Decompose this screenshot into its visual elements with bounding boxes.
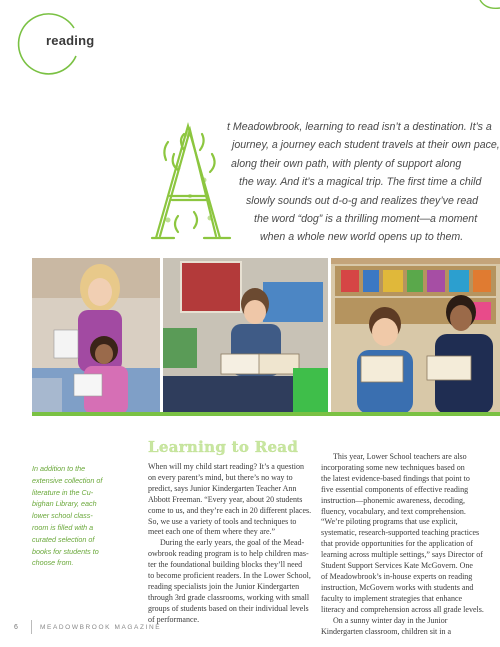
page-number: 6 <box>14 624 18 631</box>
body-line: the latest evidence-based findings that point to <box>321 473 470 483</box>
body-line: on every parent’s mind, but there’s no way to <box>148 472 293 482</box>
body-line: five essential components of effective reading <box>321 484 469 494</box>
sidebar-caption <box>32 463 124 569</box>
body-line: systematic, research-supported teaching practices <box>321 528 480 538</box>
sidebar-line: lower school class- <box>32 511 93 521</box>
photo-boy-reading <box>163 258 328 414</box>
sidebar-line: In addition to the <box>32 464 86 473</box>
magazine-title: MEADOWBROOK MAGAZINE <box>40 624 162 631</box>
body-line: So, we use a variety of tools and techniques to <box>148 516 297 526</box>
intro-line: slowly sounds out d-o-g and realizes they’ve read <box>246 194 479 207</box>
body-line: Student Support Services Kate McGovern. One <box>321 561 473 571</box>
body-line: When will my child start reading? It’s a question <box>148 462 304 471</box>
body-column-left <box>148 462 312 626</box>
body-line: faculty to implement strategies that enhance <box>321 593 463 603</box>
sidebar-line: literature in the Cu- <box>32 487 94 497</box>
sidebar-line: choose from. <box>32 558 74 568</box>
sidebar-line: books for students to <box>32 546 99 556</box>
body-line: incorporating some new techniques based on <box>321 462 465 472</box>
intro-line: t Meadowbrook, learning to read isn’t a destination. It’s a <box>227 121 492 133</box>
intro-line: when a whole new world opens up to them. <box>260 231 464 244</box>
body-line: predict, says Junior Kindergarten Teacher Ann <box>148 483 297 493</box>
body-line: On a sunny winter day in the Junior <box>333 615 448 625</box>
section-label: reading <box>46 33 95 48</box>
body-line: come to us, and they’re each in 20 different places. <box>148 505 312 515</box>
body-line: instruction—phonemic awareness, decoding, <box>321 495 465 505</box>
intro-line: along their own path, with plenty of support along <box>231 157 462 170</box>
body-line: fluency, vocabulary, and text comprehension. <box>321 506 466 516</box>
body-line: This year, Lower School teachers are also <box>333 452 467 461</box>
body-line: Kindergarten classroom, children sit in a <box>321 626 452 636</box>
body-line: that provide opportunities for the application of <box>321 539 473 549</box>
photo-strip <box>32 258 500 414</box>
body-line: learning across multiple settings,” says Director of <box>321 550 483 560</box>
body-line: ter the foundational building blocks they’ll need <box>148 560 303 570</box>
body-line: literacy and comprehension across all grade levels. <box>321 604 484 614</box>
sidebar-line: bighan Library, each <box>32 499 97 509</box>
body-line: through 3rd grade classrooms, working with small <box>148 592 310 602</box>
intro-line: the way. And it’s a magical trip. The first time a child <box>239 176 482 189</box>
photo-accent-bar <box>32 412 500 416</box>
body-line: instruction, McGovern works with students and <box>321 582 474 592</box>
body-column-right <box>321 452 484 637</box>
intro-line: journey, a journey each student travels at their own pace, <box>232 139 500 152</box>
sidebar-line: room is filled with a <box>32 522 94 532</box>
body-line: groups of students based on their individual levels <box>148 603 309 613</box>
intro-paragraph <box>150 118 500 247</box>
body-line: to become proficient readers. In the Lower School, <box>148 571 311 581</box>
footer-divider <box>31 620 32 634</box>
body-line: owbrook reading program is to help children mas- <box>148 549 309 559</box>
body-line: Abbott Freeman. “Every year, about 20 students <box>148 494 303 504</box>
intro-line: the word “dog” is a thrilling moment—a moment <box>254 213 478 226</box>
body-line: meet each one of them where they are.” <box>148 527 276 537</box>
body-line: “We’re piloting programs that use explicit, <box>321 517 458 527</box>
corner-decoration <box>460 0 500 40</box>
photo-students-in-library <box>331 258 500 414</box>
sidebar-line: extensive collection of <box>32 475 103 485</box>
photo-girls-with-books <box>32 258 160 414</box>
body-line: of Meadowbrook’s in-house experts on reading <box>321 571 473 581</box>
body-line: reading specialists join the Junior Kindergarten <box>148 581 300 591</box>
sidebar-line: curated selection of <box>32 534 95 544</box>
body-line: During the early years, the goal of the Mead- <box>160 538 305 548</box>
body-line: of performance. <box>148 614 200 624</box>
article-heading: Learning to Read <box>148 438 299 456</box>
